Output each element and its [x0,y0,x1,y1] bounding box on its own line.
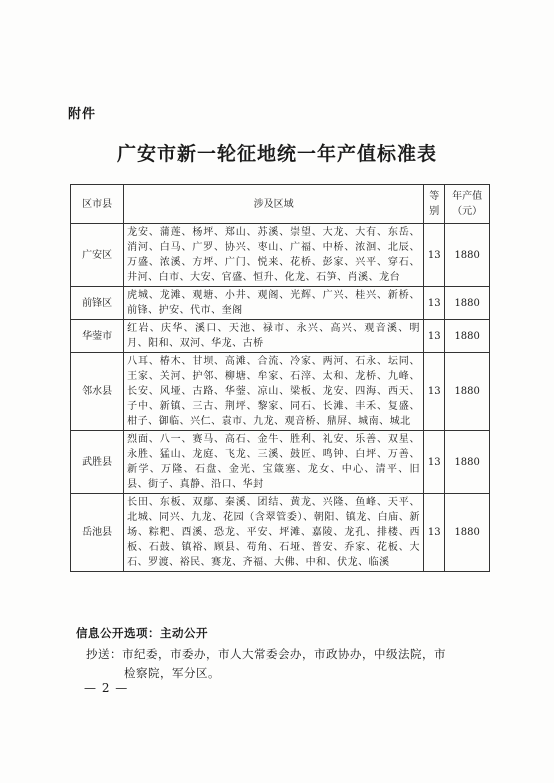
page-number: — 2 — [84,681,129,695]
table-row [71,431,490,494]
row-areas: 烈面、八一、赛马、高石、金牛、胜利、礼安、乐善、双星、永胜、猛山、龙庭、飞龙、三溪、鼓匠、鸣钟、白坪、万善、新学、万隆、石盘、金光、宝箴塞、龙女、中心、清平、旧县、街子、真静、沿口、华封 [124,431,424,494]
table-row [71,494,490,572]
value-standard-table [70,184,490,572]
header-areas: 涉及区域 [124,185,424,224]
header-value [445,185,490,224]
row-grade: 13 [424,320,445,353]
row-value: 1880 [445,224,490,287]
row-county: 华蓥市 [71,320,124,353]
row-areas: 红岩、庆华、溪口、天池、禄市、永兴、高兴、观音溪、明月、阳和、双河、华龙、古桥 [124,320,424,353]
header-grade [424,185,445,224]
row-grade: 13 [424,224,445,287]
row-value: 1880 [445,431,490,494]
header-value-line1: 年产值 [452,191,483,202]
table-row [71,224,490,287]
row-county: 邻水县 [71,353,124,431]
table-header-row [71,185,490,224]
row-grade: 13 [424,494,445,572]
row-grade: 13 [424,287,445,320]
info-disclosure-label: 信息公开选项： [76,626,160,640]
row-value: 1880 [445,287,490,320]
info-disclosure-value: 主动公开 [160,626,208,640]
row-county: 岳池县 [71,494,124,572]
row-value: 1880 [445,320,490,353]
header-grade-line1: 等 [429,191,440,202]
row-value: 1880 [445,494,490,572]
document-title: 广安市新一轮征地统一年产值标准表 [116,143,437,165]
row-areas: 龙安、蒲莲、杨坪、郑山、苏溪、崇望、大龙、大有、东岳、消河、白马、广罗、协兴、枣山、广福、中桥、浓洄、北辰、万盛、浓溪、方坪、广门、悦来、花桥、彭家、兴平、穿石、井河、白市、大安、官盛、恒升、化龙、石笋、肖溪、龙台 [124,224,424,287]
table-row [71,320,490,353]
cc-list [86,645,476,683]
cc-line-2: 检察院，军分区。 [124,666,220,680]
row-areas: 长田、东板、双鄢、秦溪、团结、黄龙、兴隆、鱼峰、天平、北城、同兴、九龙、花园（含翠管委）、朝阳、镇龙、白庙、新场、粽粑、酉溪、恐龙、平安、坪滩、嘉陵、龙孔、排楼、西板、石鼓、镇裕、顾县、苟角、石垭、普安、乔家、花板、大石、罗渡、裕民、赛龙、齐福、大佛、中和、伏龙、临溪 [124,494,424,572]
row-areas: 八耳、椿木、甘坝、高滩、合流、冷家、两河、石永、坛同、王家、关河、护邻、柳塘、牟家、石滓、太和、龙桥、九峰、长安、风垭、古路、华蓥、凉山、梁板、龙安、四海、西天、子中、新镇、三古、荆坪、黎家、同石、长滩、丰禾、复盛、柑子、御临、兴仁、袁市、九龙、观音桥、鼎屏、城南、城北 [124,353,424,431]
row-grade: 13 [424,353,445,431]
table-row [71,287,490,320]
row-areas: 虎城、龙滩、观塘、小井、观阁、光辉、广兴、桂兴、新桥、前锋、护安、代市、奎阁 [124,287,424,320]
attachment-label: 附件 [68,107,97,122]
cc-line-1: 抄送：市纪委，市委办，市人大常委会办，市政协办，中级法院，市 [86,647,446,661]
header-value-line2: （元） [452,206,483,217]
header-grade-line2: 别 [429,206,440,217]
row-county: 广安区 [71,224,124,287]
row-value: 1880 [445,353,490,431]
table-row [71,353,490,431]
info-disclosure [76,625,208,641]
header-county: 区市县 [71,185,124,224]
row-county: 武胜县 [71,431,124,494]
row-county: 前锋区 [71,287,124,320]
row-grade: 13 [424,431,445,494]
